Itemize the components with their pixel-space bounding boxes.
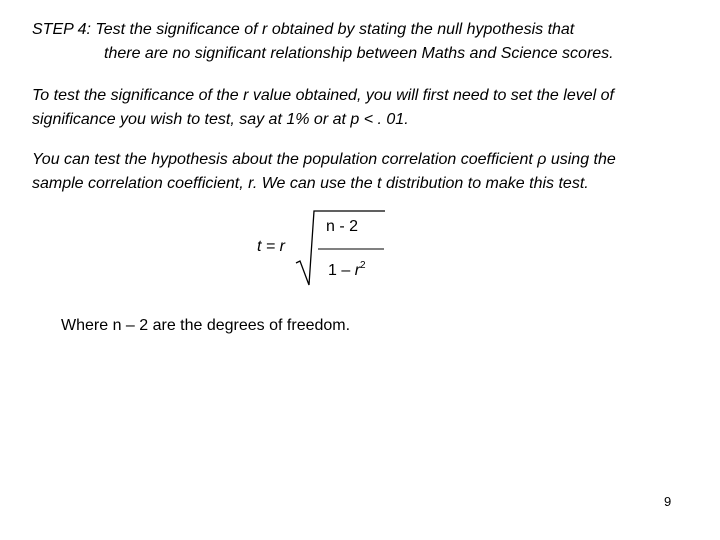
step4-heading-line2: there are no significant relationship between Maths and Science scores.	[104, 45, 614, 62]
step4-heading-line1: STEP 4: Test the significance of r obtained by stating the null hypothesis that	[32, 21, 575, 38]
page-number: 9	[664, 494, 672, 509]
degrees-of-freedom-note: Where n – 2 are the degrees of freedom.	[61, 317, 351, 334]
formula-denominator-exponent: 2	[360, 260, 366, 271]
formula-numerator: n - 2	[326, 218, 359, 235]
hypothesis-paragraph-line1: You can test the hypothesis about the population correlation coefficient ρ using the	[32, 151, 616, 168]
significance-paragraph-line2: significance you wish to test, say at 1% or at p < . 01.	[32, 111, 409, 128]
t-statistic-formula	[240, 205, 400, 295]
significance-paragraph-line1: To test the significance of the r value obtained, you will first need to set the level of	[32, 87, 614, 104]
formula-denominator-var: r	[354, 262, 361, 279]
formula-lhs: t = r	[257, 238, 286, 255]
formula-denominator	[328, 261, 366, 281]
hypothesis-paragraph-line2: sample correlation coefficient, r. We can use the t distribution to make this test.	[32, 175, 589, 192]
formula-denominator-prefix: 1 –	[328, 262, 355, 279]
